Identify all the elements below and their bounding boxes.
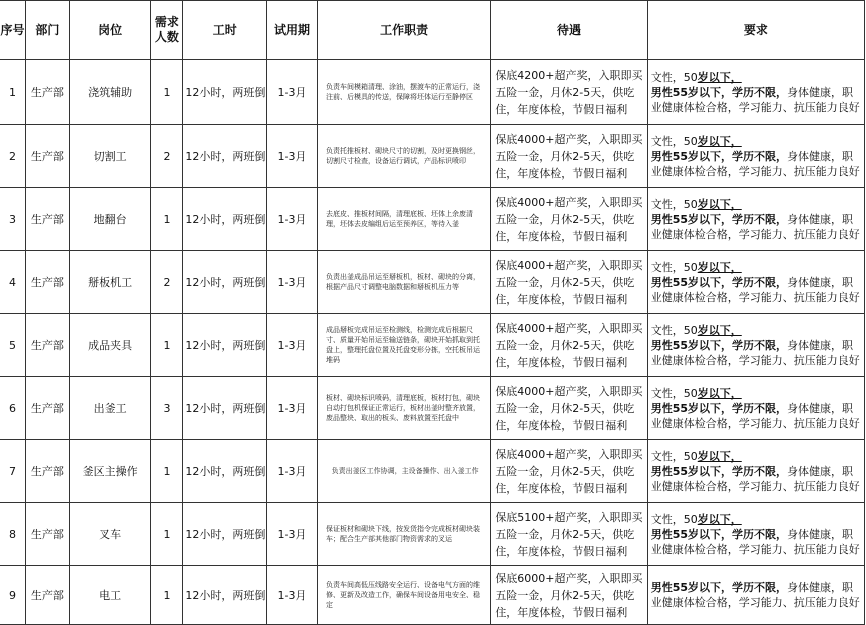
header-duties: 工作职责 — [317, 1, 490, 60]
header-dept: 部门 — [25, 1, 69, 60]
req-female: 文性，50 — [650, 512, 698, 526]
cell-dept: 生产部 — [25, 314, 69, 377]
req-female: 文性，50 — [650, 134, 698, 148]
table-row — [0, 377, 865, 440]
req-health: 身体健康，职业健康体检合格，学习能力、抗压能力良好 — [650, 464, 860, 493]
table-row — [0, 314, 865, 377]
req-male: 男性55岁以下，学历不限， — [650, 401, 788, 415]
cell-benefits: 保底4000+超产奖，入职即买五险一金，月休2-5天，供吃住，年度体检，节假日福利 — [491, 125, 647, 188]
cell-requirements — [647, 440, 864, 503]
cell-duties: 负责车间高低压线路安全运行、设备电气方面的维修、更新及改造工作，确保车间设备用电安全、稳定 — [317, 566, 490, 625]
cell-requirements — [647, 60, 864, 125]
req-health: 身体健康，职业健康体检合格，学习能力、抗压能力良好 — [650, 338, 860, 367]
req-female-age: 岁以下， — [697, 70, 742, 84]
cell-duties: 负责出釜成品吊运至掰板机，板材、砌块的分离，根据产品尺寸调整电脑数据和掰板机压力等 — [317, 251, 490, 314]
cell-probation: 1-3月 — [267, 314, 318, 377]
cell-dept: 生产部 — [25, 125, 69, 188]
cell-position: 出釜工 — [69, 377, 151, 440]
header-requirements: 要求 — [647, 1, 864, 60]
req-health: 身体健康，职业健康体检合格，学习能力、抗压能力良好 — [650, 527, 860, 556]
cell-requirements — [647, 503, 864, 566]
cell-probation: 1-3月 — [267, 377, 318, 440]
cell-benefits: 保底4200+超产奖，入职即买五险一金，月休2-5天，供吃住，年度体检，节假日福利 — [491, 60, 647, 125]
cell-seq: 4 — [0, 251, 25, 314]
req-female: 文性，50 — [650, 323, 698, 337]
cell-hours: 12小时，两班倒 — [183, 377, 267, 440]
req-female-age: 岁以下， — [697, 323, 742, 337]
cell-count: 1 — [151, 60, 183, 125]
cell-count: 1 — [151, 188, 183, 251]
req-female: 文性，50 — [650, 449, 698, 463]
header-position: 岗位 — [69, 1, 151, 60]
header-count-line2: 人数 — [154, 30, 179, 44]
cell-count: 1 — [151, 314, 183, 377]
cell-hours: 12小时，两班倒 — [183, 314, 267, 377]
cell-position: 釜区主操作 — [69, 440, 151, 503]
table-row — [0, 125, 865, 188]
req-male: 男性55岁以下，学历不限， — [650, 581, 788, 594]
cell-seq: 3 — [0, 188, 25, 251]
req-male: 男性55岁以下，学历不限， — [650, 527, 788, 541]
cell-benefits: 保底6000+超产奖，入职即买五险一金，月休2-5天，供吃住，年度体检，节假日福利 — [491, 566, 647, 625]
cell-seq: 5 — [0, 314, 25, 377]
header-row — [0, 1, 865, 60]
table-row — [0, 60, 865, 125]
cell-dept: 生产部 — [25, 188, 69, 251]
cell-probation: 1-3月 — [267, 188, 318, 251]
cell-dept: 生产部 — [25, 440, 69, 503]
req-health: 身体健康，职业健康体检合格，学习能力、抗压能力良好 — [650, 581, 860, 609]
req-female: 文性，50 — [650, 260, 698, 274]
table-row — [0, 503, 865, 566]
cell-seq: 7 — [0, 440, 25, 503]
cell-seq: 9 — [0, 566, 25, 625]
cell-seq: 6 — [0, 377, 25, 440]
req-female: 文性，50 — [650, 386, 698, 400]
cell-dept: 生产部 — [25, 566, 69, 625]
cell-seq: 2 — [0, 125, 25, 188]
cell-hours: 12小时，两班倒 — [183, 188, 267, 251]
req-male: 男性55岁以下，学历不限， — [650, 212, 788, 226]
cell-duties: 负责托推板材、砌块尺寸的切割，及时更换钢丝，切割尺寸检查，设备运行调试，产品标识喷印 — [317, 125, 490, 188]
req-female: 文性，50 — [650, 70, 698, 84]
cell-benefits: 保底4000+超产奖，入职即买五险一金，月休2-5天，供吃住，年度体检，节假日福利 — [491, 188, 647, 251]
header-count-line1: 需求 — [154, 15, 179, 29]
header-benefits: 待遇 — [491, 1, 647, 60]
req-female-age: 岁以下， — [697, 512, 742, 526]
req-female-age: 岁以下， — [697, 134, 742, 148]
table-row — [0, 188, 865, 251]
header-count — [151, 1, 183, 60]
cell-probation: 1-3月 — [267, 566, 318, 625]
cell-probation: 1-3月 — [267, 60, 318, 125]
cell-requirements — [647, 125, 864, 188]
req-health: 身体健康，职业健康体检合格，学习能力、抗压能力良好 — [650, 85, 860, 114]
cell-count: 2 — [151, 251, 183, 314]
cell-benefits: 保底4000+超产奖，入职即买五险一金，月休2-5天，供吃住，年度体检，节假日福利 — [491, 314, 647, 377]
req-health: 身体健康，职业健康体检合格，学习能力、抗压能力良好 — [650, 212, 860, 241]
req-male: 男性55岁以下，学历不限， — [650, 464, 788, 478]
cell-count: 2 — [151, 125, 183, 188]
cell-count: 1 — [151, 440, 183, 503]
cell-seq: 8 — [0, 503, 25, 566]
cell-duties: 负责车间模箱清理、涂油，摆渡车的正常运行，浇注前、后模具的传送，保障将坯体运行至静停区 — [317, 60, 490, 125]
req-health: 身体健康，职业健康体检合格，学习能力、抗压能力良好 — [650, 401, 860, 430]
cell-position: 浇筑辅助 — [69, 60, 151, 125]
cell-hours: 12小时，两班倒 — [183, 60, 267, 125]
req-female-age: 岁以下， — [697, 449, 742, 463]
cell-benefits: 保底4000+超产奖，入职即买五险一金，月休2-5天，供吃住，年度体检，节假日福利 — [491, 377, 647, 440]
cell-count: 1 — [151, 566, 183, 625]
cell-dept: 生产部 — [25, 251, 69, 314]
cell-benefits: 保底4000+超产奖，入职即买五险一金，月休2-5天，供吃住，年度体检，节假日福利 — [491, 440, 647, 503]
cell-position: 叉车 — [69, 503, 151, 566]
cell-duties: 板材、砌块标识喷码，清理底板，板材打包，砌块自动打包机保证正常运行，板材出釜时整齐放置，废品整块、取出的板头、废料放置至托盘中 — [317, 377, 490, 440]
table-row — [0, 440, 865, 503]
header-probation: 试用期 — [267, 1, 318, 60]
cell-requirements — [647, 314, 864, 377]
cell-hours: 12小时，两班倒 — [183, 440, 267, 503]
cell-requirements — [647, 377, 864, 440]
cell-position: 电工 — [69, 566, 151, 625]
req-male: 男性55岁以下，学历不限， — [650, 275, 788, 289]
header-hours: 工时 — [183, 1, 267, 60]
cell-requirements — [647, 251, 864, 314]
cell-probation: 1-3月 — [267, 251, 318, 314]
req-female: 文性，50 — [650, 197, 698, 211]
cell-hours: 12小时，两班倒 — [183, 251, 267, 314]
cell-hours: 12小时，两班倒 — [183, 566, 267, 625]
req-female-age: 岁以下， — [697, 260, 742, 274]
cell-position: 掰板机工 — [69, 251, 151, 314]
cell-position: 切割工 — [69, 125, 151, 188]
cell-duties: 保证板材和砌块下线，按发货指令完成板材砌块装车；配合生产部其他部门物资需求的叉运 — [317, 503, 490, 566]
cell-duties: 成品掰板完成吊运至检测线，检测完成后根据尺寸、质量开始吊运至输送链条，砌块开始抓取到托盘上，整理托盘位置及托盘变形分拣，空托板吊运堆码 — [317, 314, 490, 377]
cell-benefits: 保底4000+超产奖，入职即买五险一金，月休2-5天，供吃住，年度体检，节假日福利 — [491, 251, 647, 314]
cell-probation: 1-3月 — [267, 125, 318, 188]
cell-position: 成品夹具 — [69, 314, 151, 377]
req-female-age: 岁以下， — [697, 197, 742, 211]
req-male: 男性55岁以下，学历不限， — [650, 149, 788, 163]
cell-count: 3 — [151, 377, 183, 440]
cell-hours: 12小时，两班倒 — [183, 125, 267, 188]
req-female-age: 岁以下， — [697, 386, 742, 400]
cell-benefits: 保底5100+超产奖，入职即买五险一金，月休2-5天，供吃住，年度体检，节假日福利 — [491, 503, 647, 566]
cell-dept: 生产部 — [25, 503, 69, 566]
cell-seq: 1 — [0, 60, 25, 125]
req-health: 身体健康，职业健康体检合格，学习能力、抗压能力良好 — [650, 275, 860, 304]
req-health: 身体健康，职业健康体检合格，学习能力、抗压能力良好 — [650, 149, 860, 178]
cell-dept: 生产部 — [25, 60, 69, 125]
header-seq: 序号 — [0, 1, 25, 60]
cell-duties: 负责出釜区工作协调，主设备操作、出入釜工作 — [317, 440, 490, 503]
cell-requirements — [647, 188, 864, 251]
cell-dept: 生产部 — [25, 377, 69, 440]
cell-probation: 1-3月 — [267, 503, 318, 566]
cell-duties: 去底皮、推板材间隔，清理底板、坯体上余废清理，坯体去皮编组后运至预养区，等待入釜 — [317, 188, 490, 251]
cell-count: 1 — [151, 503, 183, 566]
cell-position: 地翻台 — [69, 188, 151, 251]
cell-probation: 1-3月 — [267, 440, 318, 503]
req-male: 男性55岁以下，学历不限， — [650, 85, 788, 99]
cell-hours: 12小时，两班倒 — [183, 503, 267, 566]
table-row — [0, 251, 865, 314]
req-male: 男性55岁以下，学历不限， — [650, 338, 788, 352]
